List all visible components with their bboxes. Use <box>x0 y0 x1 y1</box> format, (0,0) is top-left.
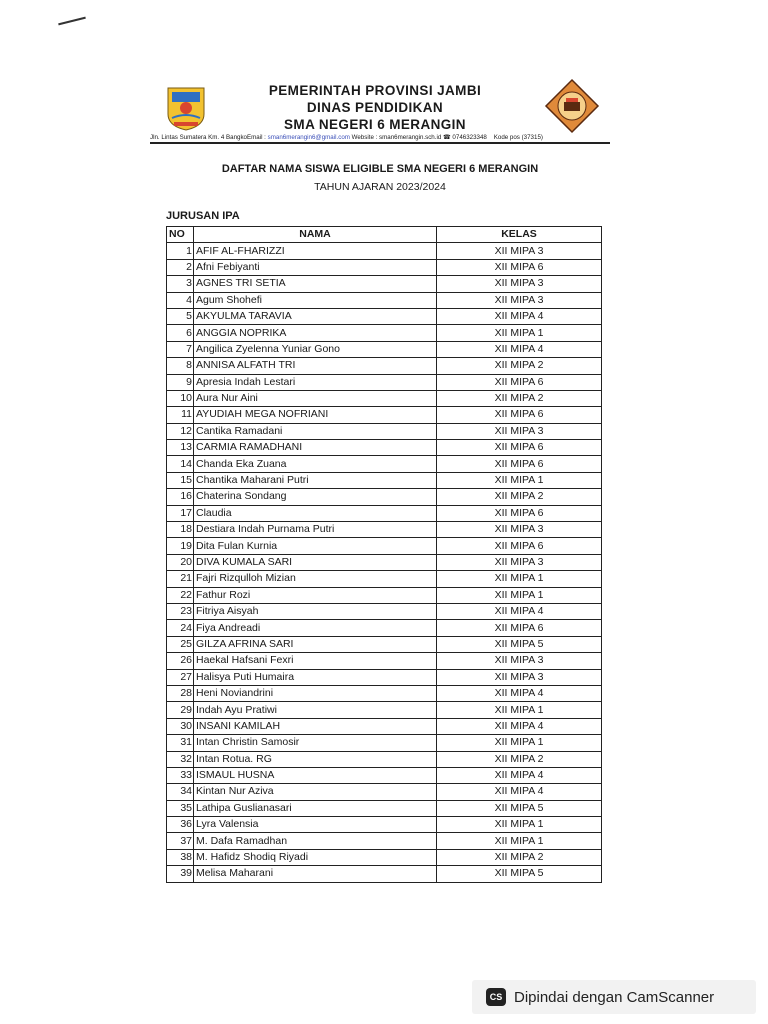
table-row <box>167 325 602 341</box>
cell-kelas: XII MIPA 3 <box>437 669 602 685</box>
cell-kelas: XII MIPA 6 <box>437 440 602 456</box>
cell-no: 29 <box>167 702 194 718</box>
cell-kelas: XII MIPA 4 <box>437 685 602 701</box>
cell-no: 30 <box>167 718 194 734</box>
table-row <box>167 735 602 751</box>
camscanner-icon: CS <box>486 988 506 1006</box>
table-row <box>167 669 602 685</box>
cell-nama: Haekal Hafsani Fexri <box>194 653 437 669</box>
cell-nama: ANGGIA NOPRIKA <box>194 325 437 341</box>
cell-nama: Halisya Puti Humaira <box>194 669 437 685</box>
website-phone-text: Website : sman6merangin.sch.id ☎ 0746323348 <box>349 134 487 141</box>
cell-kelas: XII MIPA 1 <box>437 817 602 833</box>
cell-nama: AKYULMA TARAVIA <box>194 308 437 324</box>
cell-kelas: XII MIPA 6 <box>437 538 602 554</box>
table-row <box>167 407 602 423</box>
section-label: JURUSAN IPA <box>166 210 240 222</box>
cell-no: 13 <box>167 440 194 456</box>
cell-nama: Kintan Nur Aziva <box>194 784 437 800</box>
cell-kelas: XII MIPA 2 <box>437 849 602 865</box>
table-row <box>167 538 602 554</box>
postcode-text: Kode pos (37315) <box>493 134 543 141</box>
address-line <box>150 134 610 144</box>
cell-kelas: XII MIPA 4 <box>437 308 602 324</box>
cell-no: 5 <box>167 308 194 324</box>
cell-kelas: XII MIPA 3 <box>437 653 602 669</box>
cell-kelas: XII MIPA 1 <box>437 735 602 751</box>
heading-department: DINAS PENDIDIKAN <box>306 100 444 115</box>
table-row <box>167 505 602 521</box>
table-row <box>167 308 602 324</box>
table-row <box>167 276 602 292</box>
cell-nama: DIVA KUMALA SARI <box>194 554 437 570</box>
cell-nama: Cantika Ramadani <box>194 423 437 439</box>
cell-nama: AYUDIAH MEGA NOFRIANI <box>194 407 437 423</box>
cell-no: 32 <box>167 751 194 767</box>
cell-no: 28 <box>167 685 194 701</box>
cell-nama: ISMAUL HUSNA <box>194 767 437 783</box>
table-row <box>167 603 602 619</box>
title-year: TAHUN AJARAN 2023/2024 <box>314 181 446 193</box>
table-row <box>167 522 602 538</box>
cell-kelas: XII MIPA 3 <box>437 243 602 259</box>
cell-nama: AGNES TRI SETIA <box>194 276 437 292</box>
cell-kelas: XII MIPA 1 <box>437 571 602 587</box>
cell-no: 33 <box>167 767 194 783</box>
table-row <box>167 423 602 439</box>
cell-nama: Fathur Rozi <box>194 587 437 603</box>
cell-nama: Destiara Indah Purnama Putri <box>194 522 437 538</box>
cell-no: 31 <box>167 735 194 751</box>
cell-kelas: XII MIPA 3 <box>437 276 602 292</box>
cell-nama: Intan Rotua. RG <box>194 751 437 767</box>
heading-province: PEMERINTAH PROVINSI JAMBI <box>268 83 482 98</box>
cell-kelas: XII MIPA 2 <box>437 489 602 505</box>
cell-nama: Chanda Eka Zuana <box>194 456 437 472</box>
cell-kelas: XII MIPA 5 <box>437 866 602 882</box>
header-no: NO <box>167 227 194 243</box>
camscanner-watermark <box>472 980 756 1014</box>
cell-kelas: XII MIPA 1 <box>437 325 602 341</box>
cell-no: 37 <box>167 833 194 849</box>
cell-kelas: XII MIPA 5 <box>437 636 602 652</box>
cell-no: 17 <box>167 505 194 521</box>
cell-kelas: XII MIPA 6 <box>437 374 602 390</box>
cell-no: 36 <box>167 817 194 833</box>
cell-kelas: XII MIPA 1 <box>437 587 602 603</box>
table-row <box>167 866 602 882</box>
table-row <box>167 653 602 669</box>
cell-kelas: XII MIPA 2 <box>437 390 602 406</box>
cell-no: 20 <box>167 554 194 570</box>
cell-nama: Fitriya Aisyah <box>194 603 437 619</box>
table-row <box>167 636 602 652</box>
cell-no: 7 <box>167 341 194 357</box>
table-row <box>167 374 602 390</box>
cell-nama: Afni Febiyanti <box>194 259 437 275</box>
cell-kelas: XII MIPA 1 <box>437 472 602 488</box>
cell-nama: Lyra Valensia <box>194 817 437 833</box>
cell-nama: Fajri Rizqulloh Mizian <box>194 571 437 587</box>
cell-no: 22 <box>167 587 194 603</box>
cell-nama: INSANI KAMILAH <box>194 718 437 734</box>
cell-no: 3 <box>167 276 194 292</box>
province-emblem-icon <box>164 84 208 132</box>
table-row <box>167 849 602 865</box>
cell-kelas: XII MIPA 3 <box>437 522 602 538</box>
letterhead <box>150 78 610 146</box>
cell-kelas: XII MIPA 5 <box>437 800 602 816</box>
title-main: DAFTAR NAMA SISWA ELIGIBLE SMA NEGERI 6 MERANGIN <box>221 163 539 175</box>
table-row <box>167 833 602 849</box>
address-text: Jln. Lintas Sumatera Km. 4 BangkoEmail : <box>150 134 268 141</box>
table-header-row <box>167 227 602 243</box>
cell-kelas: XII MIPA 2 <box>437 751 602 767</box>
cell-nama: Fiya Andreadi <box>194 620 437 636</box>
cell-nama: Aura Nur Aini <box>194 390 437 406</box>
cell-no: 19 <box>167 538 194 554</box>
table-row <box>167 718 602 734</box>
cell-no: 26 <box>167 653 194 669</box>
cell-no: 16 <box>167 489 194 505</box>
cell-no: 1 <box>167 243 194 259</box>
cell-no: 4 <box>167 292 194 308</box>
table-row <box>167 341 602 357</box>
table-row <box>167 243 602 259</box>
cell-no: 24 <box>167 620 194 636</box>
table-row <box>167 751 602 767</box>
header-nama: NAMA <box>194 227 437 243</box>
table-row <box>167 620 602 636</box>
cell-kelas: XII MIPA 3 <box>437 423 602 439</box>
cell-no: 2 <box>167 259 194 275</box>
document-title <box>150 160 610 196</box>
cell-no: 35 <box>167 800 194 816</box>
cell-no: 14 <box>167 456 194 472</box>
cell-no: 25 <box>167 636 194 652</box>
table-row <box>167 472 602 488</box>
cell-nama: CARMIA RAMADHANI <box>194 440 437 456</box>
email-link[interactable]: sman6merangin6@gmail.com <box>267 134 350 141</box>
cell-kelas: XII MIPA 6 <box>437 407 602 423</box>
heading-school: SMA NEGERI 6 MERANGIN <box>284 117 466 132</box>
table-row <box>167 587 602 603</box>
cell-nama: GILZA AFRINA SARI <box>194 636 437 652</box>
cell-no: 23 <box>167 603 194 619</box>
school-logo-icon <box>544 78 600 134</box>
cell-kelas: XII MIPA 1 <box>437 833 602 849</box>
cell-nama: Agum Shohefi <box>194 292 437 308</box>
table-row <box>167 800 602 816</box>
pen-stroke-mark <box>58 17 86 26</box>
cell-no: 11 <box>167 407 194 423</box>
cell-kelas: XII MIPA 4 <box>437 603 602 619</box>
cell-kelas: XII MIPA 4 <box>437 767 602 783</box>
cell-kelas: XII MIPA 6 <box>437 620 602 636</box>
cell-kelas: XII MIPA 6 <box>437 259 602 275</box>
cell-nama: Chantika Maharani Putri <box>194 472 437 488</box>
cell-no: 27 <box>167 669 194 685</box>
cell-kelas: XII MIPA 6 <box>437 505 602 521</box>
table-row <box>167 784 602 800</box>
cell-no: 21 <box>167 571 194 587</box>
cell-no: 39 <box>167 866 194 882</box>
cell-nama: ANNISA ALFATH TRI <box>194 358 437 374</box>
table-row <box>167 259 602 275</box>
cell-kelas: XII MIPA 3 <box>437 292 602 308</box>
institution-heading <box>220 82 530 133</box>
header-kelas: KELAS <box>437 227 602 243</box>
cell-nama: Heni Noviandrini <box>194 685 437 701</box>
table-row <box>167 554 602 570</box>
cell-nama: Apresia Indah Lestari <box>194 374 437 390</box>
cell-no: 12 <box>167 423 194 439</box>
table-row <box>167 390 602 406</box>
table-row <box>167 702 602 718</box>
cell-nama: Melisa Maharani <box>194 866 437 882</box>
cell-no: 9 <box>167 374 194 390</box>
cell-no: 18 <box>167 522 194 538</box>
cell-nama: Claudia <box>194 505 437 521</box>
cell-nama: Angilica Zyelenna Yuniar Gono <box>194 341 437 357</box>
table-row <box>167 456 602 472</box>
cell-nama: Indah Ayu Pratiwi <box>194 702 437 718</box>
table-row <box>167 358 602 374</box>
table-row <box>167 292 602 308</box>
table-row <box>167 817 602 833</box>
cell-kelas: XII MIPA 3 <box>437 554 602 570</box>
table-row <box>167 440 602 456</box>
cell-nama: Intan Christin Samosir <box>194 735 437 751</box>
cell-kelas: XII MIPA 1 <box>437 702 602 718</box>
students-table <box>166 226 602 883</box>
cell-nama: Dita Fulan Kurnia <box>194 538 437 554</box>
cell-nama: AFIF AL-FHARIZZI <box>194 243 437 259</box>
cell-kelas: XII MIPA 2 <box>437 358 602 374</box>
table-row <box>167 489 602 505</box>
table-row <box>167 685 602 701</box>
cell-kelas: XII MIPA 4 <box>437 718 602 734</box>
table-row <box>167 571 602 587</box>
cell-nama: M. Hafidz Shodiq Riyadi <box>194 849 437 865</box>
cell-kelas: XII MIPA 6 <box>437 456 602 472</box>
cell-no: 8 <box>167 358 194 374</box>
cell-no: 15 <box>167 472 194 488</box>
cell-nama: M. Dafa Ramadhan <box>194 833 437 849</box>
cell-kelas: XII MIPA 4 <box>437 784 602 800</box>
cell-no: 38 <box>167 849 194 865</box>
cell-no: 34 <box>167 784 194 800</box>
cell-nama: Lathipa Guslianasari <box>194 800 437 816</box>
cell-no: 10 <box>167 390 194 406</box>
cell-kelas: XII MIPA 4 <box>437 341 602 357</box>
table-row <box>167 767 602 783</box>
cell-nama: Chaterina Sondang <box>194 489 437 505</box>
cell-no: 6 <box>167 325 194 341</box>
camscanner-text: Dipindai dengan CamScanner <box>514 988 715 1006</box>
